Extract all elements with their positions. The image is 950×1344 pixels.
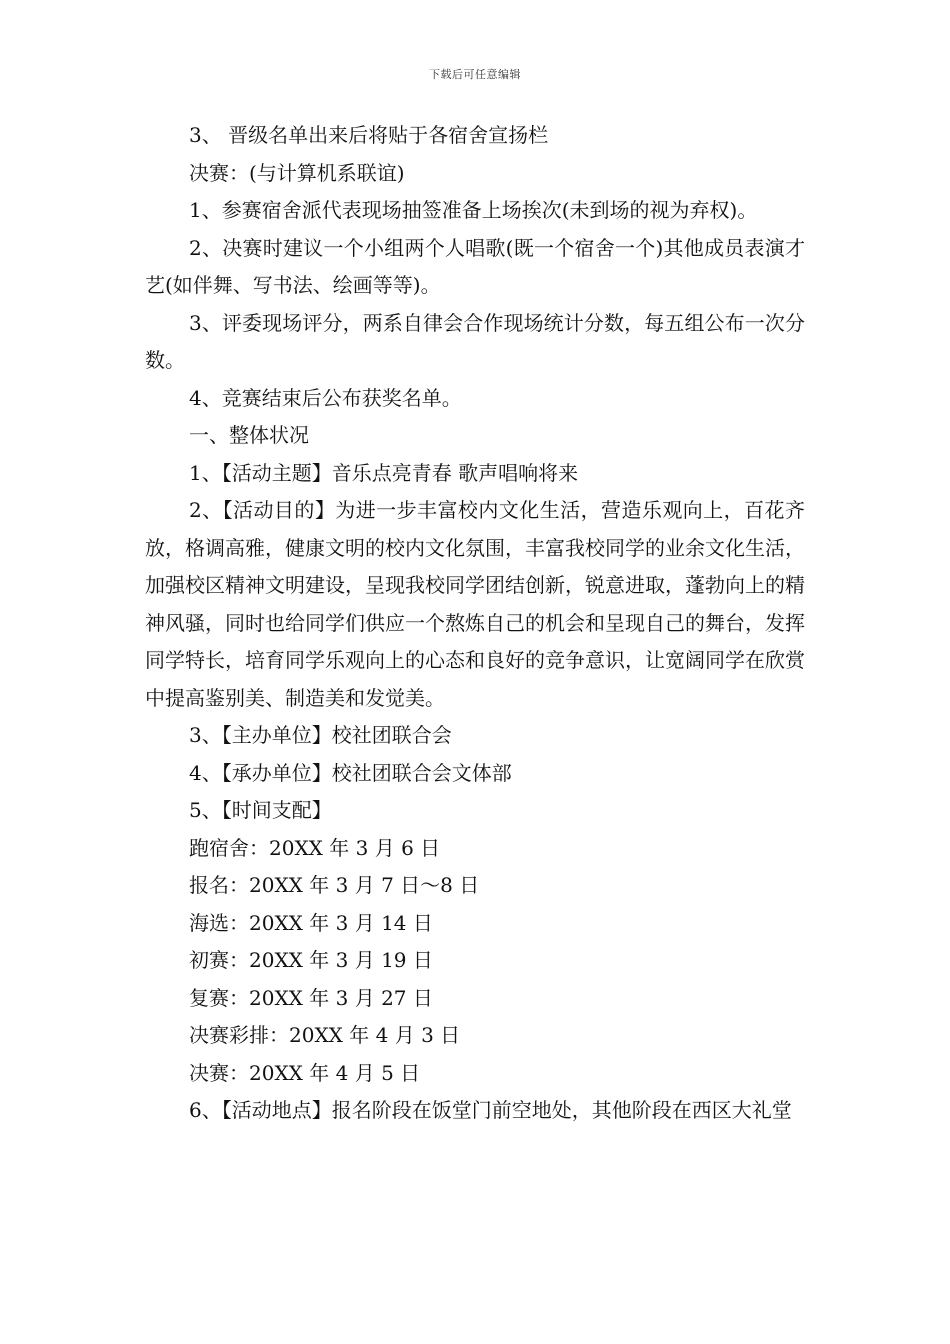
paragraph-final-item-2: 2、决赛时建议一个小组两个人唱歌(既一个宿舍一个)其他成员表演才艺(如伴舞、写书法、绘画等等)。 [145, 235, 805, 297]
schedule-item: 决赛彩排：20XX 年 4 月 3 日 [189, 1023, 461, 1047]
schedule-item: 海选：20XX 年 3 月 14 日 [189, 910, 433, 935]
document-body [145, 117, 805, 1130]
paragraph-promotion-list: 3、 晋级名单出来后将贴于各宿舍宣扬栏 [189, 123, 549, 147]
paragraph-organizer: 3、【主办单位】校社团联合会 [189, 723, 452, 747]
paragraph-final-item-3: 3、评委现场评分，两系自律会合作现场统计分数，每五组公布一次分数。 [145, 310, 805, 372]
paragraph-host-unit: 4、【承办单位】校社团联合会文体部 [189, 760, 512, 785]
schedule-item: 决赛：20XX 年 4 月 5 日 [189, 1060, 421, 1085]
paragraph-final-heading: 决赛：(与计算机系联谊) [189, 160, 405, 185]
paragraph-final-item-4: 4、竞赛结束后公布获奖名单。 [189, 385, 462, 410]
paragraph-activity-theme: 1、【活动主题】音乐点亮青春 歌声唱响将来 [189, 460, 579, 485]
paragraph-final-item-1: 1、参赛宿舍派代表现场抽签准备上场挨次(未到场的视为弃权)。 [189, 198, 758, 222]
paragraph-activity-location: 6、【活动地点】报名阶段在饭堂门前空地处，其他阶段在西区大礼堂 [189, 1098, 792, 1122]
schedule-item: 报名：20XX 年 3 月 7 日～8 日 [189, 873, 480, 897]
paragraph-schedule-heading: 5、【时间支配】 [189, 798, 332, 822]
section-heading-overview: 一、整体状况 [189, 423, 309, 447]
schedule-item: 初赛：20XX 年 3 月 19 日 [189, 948, 433, 972]
schedule-item: 复赛：20XX 年 3 月 27 日 [189, 985, 433, 1010]
paragraph-activity-purpose: 2、【活动目的】为进一步丰富校内文化生活，营造乐观向上，百花齐放，格调高雅，健康文明的校内文化氛围，丰富我校同学的业余文化生活，加强校区精神文明建设，呈现我校同学团结创新，锐意进取，蓬勃向上的精神风骚，同时也给同学们供应一个熬炼自己的机会和呈现自己的舞台，发挥同学特长，培育同学乐观向上的心态和良好的竞争意识，让宽阔同学在欣赏中提高鉴别美、制造美和发觉美。 [145, 498, 805, 710]
page-header: 下载后可任意编辑 [429, 68, 521, 81]
schedule-item: 跑宿舍：20XX 年 3 月 6 日 [189, 835, 441, 860]
